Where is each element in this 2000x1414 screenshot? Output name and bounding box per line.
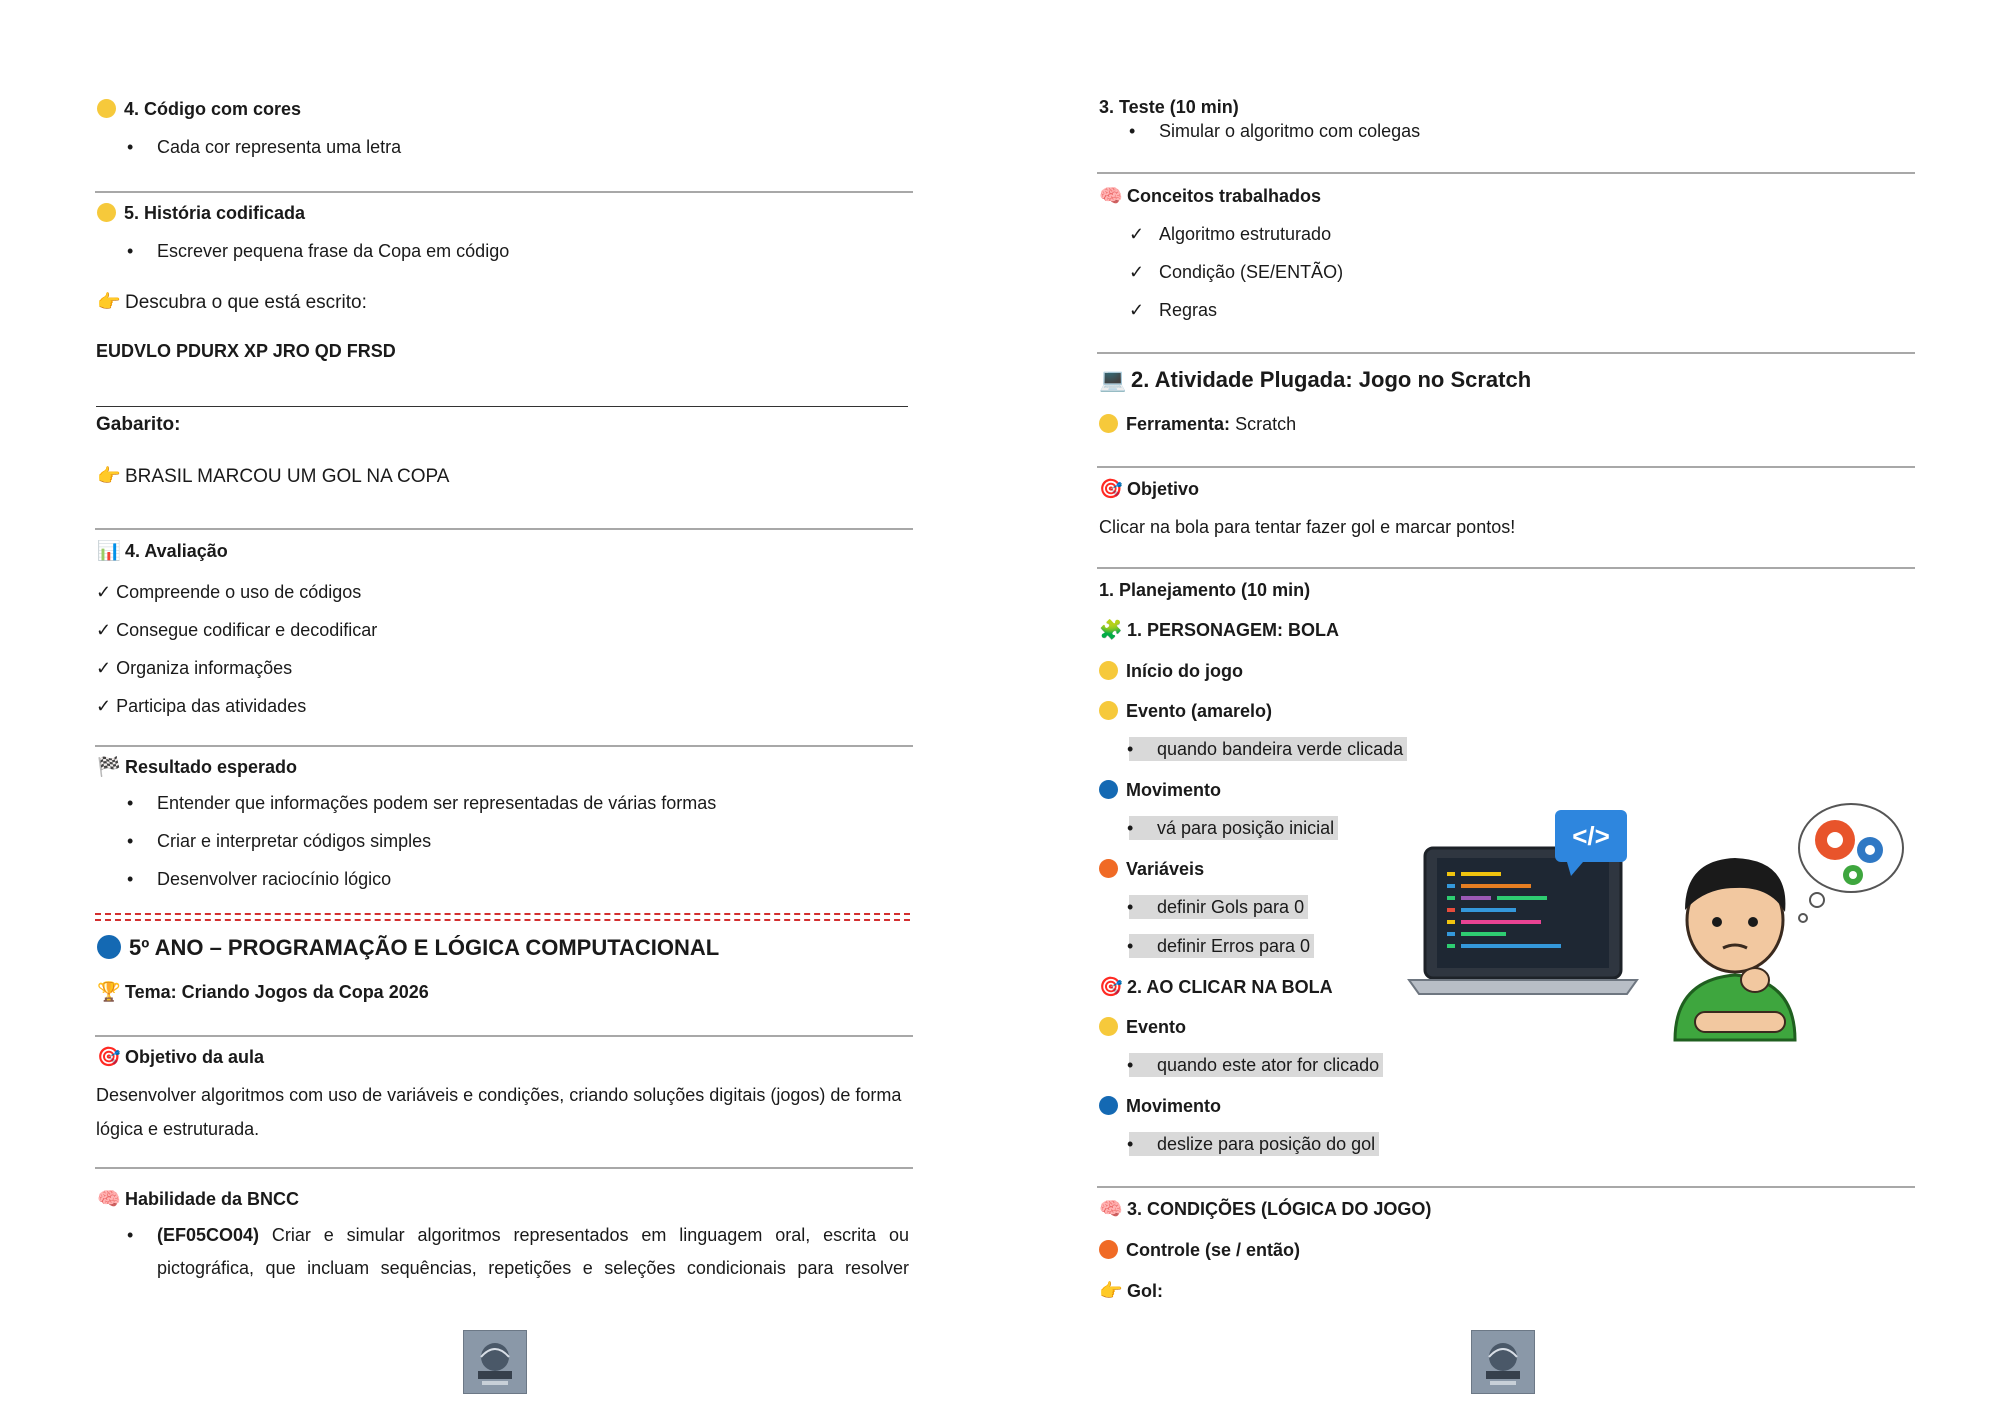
logo-emblem-icon	[464, 1331, 526, 1393]
test-title: 3. Teste (10 min)	[1099, 97, 1239, 117]
yellow-circle-icon	[1099, 661, 1118, 680]
logo-emblem-icon	[1472, 1331, 1534, 1393]
code-block-item: • vá para posição inicial	[1157, 818, 1338, 840]
yellow-circle-icon	[1099, 1017, 1118, 1036]
brain-icon: 🧠	[97, 1189, 121, 1210]
result-item: • Entender que informações podem ser representadas de várias formas	[157, 793, 716, 815]
on-click-title: 🎯 2. AO CLICAR NA BOLA	[1099, 977, 1333, 998]
game-start-label: Início do jogo	[1099, 661, 1243, 683]
code-block-item: • quando este ator for clicado	[1157, 1055, 1383, 1077]
movement-label: Movimento	[1099, 1096, 1221, 1118]
movement-label: Movimento	[1099, 780, 1221, 802]
event-label: Evento	[1099, 1017, 1186, 1039]
yellow-circle-icon	[97, 99, 116, 118]
pointing-hand-icon: 👉	[97, 292, 121, 313]
lesson-theme: 🏆 Tema: Criando Jogos da Copa 2026	[97, 982, 429, 1003]
yellow-circle-icon	[1099, 701, 1118, 720]
concept-item: ✓ Algoritmo estruturado	[1159, 224, 1331, 246]
bncc-title: 🧠 Habilidade da BNCC	[97, 1189, 300, 1210]
conditions-title: 🧠 3. CONDIÇÕES (LÓGICA DO JOGO)	[1099, 1199, 1432, 1220]
objective-title: 🎯 Objetivo da aula	[97, 1047, 265, 1068]
red-separator	[95, 913, 910, 921]
divider	[95, 1167, 913, 1169]
school-logo	[463, 1330, 527, 1394]
discover-prompt: 👉 Descubra o que está escrito:	[97, 292, 367, 313]
bncc-item-continued: pictográfica, que incluam sequências, repetições e seleções condicionais para resolver	[157, 1258, 909, 1278]
bncc-item: • (EF05CO04) Criar e simular algoritmos representados em linguagem oral, escrita ou	[157, 1225, 909, 1247]
divider	[1097, 466, 1915, 468]
divider	[95, 191, 913, 193]
code-tag: </>	[1572, 821, 1610, 851]
section-5-title: 5. História codificada	[97, 203, 305, 225]
result-title: 🏁 Resultado esperado	[97, 757, 298, 778]
divider	[1097, 567, 1915, 569]
brain-icon: 🧠	[1099, 186, 1123, 207]
pointing-hand-icon: 👉	[1099, 1281, 1123, 1302]
tool-line: Ferramenta: Scratch	[1099, 414, 1296, 436]
divider	[95, 1035, 913, 1037]
control-label: Controle (se / então)	[1099, 1240, 1300, 1262]
section-4-title: 4. Código com cores	[97, 99, 301, 121]
eval-item: ✓ Compreende o uso de códigos	[96, 582, 362, 602]
activity-title: 💻 2. Atividade Plugada: Jogo no Scratch	[1099, 367, 1532, 392]
concepts-title: 🧠 Conceitos trabalhados	[1099, 186, 1322, 207]
variables-label: Variáveis	[1099, 859, 1204, 881]
brain-icon: 🧠	[1099, 1199, 1123, 1220]
target-icon: 🎯	[97, 1047, 121, 1068]
blue-circle-icon	[1099, 1096, 1118, 1115]
grade-title: 5º ANO – PROGRAMAÇÃO E LÓGICA COMPUTACIONAL	[97, 935, 719, 961]
result-item: • Criar e interpretar códigos simples	[157, 831, 431, 853]
bar-chart-icon: 📊	[97, 541, 121, 562]
gabarito-label: Gabarito:	[96, 414, 181, 435]
concept-item: ✓ Regras	[1159, 300, 1217, 322]
objective-text: Desenvolver algoritmos com uso de variáveis e condições, criando soluções digitais (jogos) de forma	[96, 1085, 902, 1105]
planning-title: 1. Planejamento (10 min)	[1099, 580, 1311, 600]
orange-circle-icon	[1099, 859, 1118, 878]
result-item: • Desenvolver raciocínio lógico	[157, 869, 391, 891]
checkered-flag-icon: 🏁	[97, 757, 121, 778]
right-page	[1000, 0, 2000, 1414]
eval-item: ✓ Organiza informações	[96, 658, 293, 678]
answer-line	[96, 406, 908, 407]
orange-circle-icon	[1099, 1240, 1118, 1259]
thought-cloud-icon	[1799, 804, 1903, 922]
divider	[1097, 172, 1915, 174]
blue-circle-icon	[1099, 780, 1118, 799]
eval-item: ✓ Participa das atividades	[96, 696, 307, 716]
yellow-circle-icon	[97, 203, 116, 222]
pointing-hand-icon: 👉	[97, 466, 121, 487]
illustration-laptop-boy	[1405, 790, 1905, 1050]
school-logo	[1471, 1330, 1535, 1394]
eval-item: ✓ Consegue codificar e decodificar	[96, 620, 378, 640]
character-title: 🧩 1. PERSONAGEM: BOLA	[1099, 620, 1340, 641]
computer-icon: 💻	[1099, 367, 1127, 392]
blue-circle-icon	[97, 935, 121, 959]
divider	[1097, 352, 1915, 354]
evaluation-title: 📊 4. Avaliação	[97, 541, 228, 562]
thinking-boy-icon	[1675, 858, 1795, 1040]
objective-title: 🎯 Objetivo	[1099, 479, 1200, 500]
divider	[1097, 1186, 1915, 1188]
divider	[95, 528, 913, 530]
divider	[95, 745, 913, 747]
objective-text: lógica e estruturada.	[96, 1119, 260, 1139]
coded-message: EUDVLO PDURX XP JRO QD FRSD	[96, 341, 396, 361]
puzzle-piece-icon: 🧩	[1099, 620, 1123, 641]
code-block-item: • quando bandeira verde clicada	[1157, 739, 1407, 761]
list-item: • Escrever pequena frase da Copa em código	[157, 241, 509, 263]
target-icon: 🎯	[1099, 977, 1123, 998]
objective-text: Clicar na bola para tentar fazer gol e marcar pontos!	[1099, 517, 1516, 537]
target-icon: 🎯	[1099, 479, 1123, 500]
concept-item: ✓ Condição (SE/ENTÃO)	[1159, 262, 1343, 284]
event-yellow-label: Evento (amarelo)	[1099, 701, 1272, 723]
yellow-circle-icon	[1099, 414, 1118, 433]
code-block-item: • deslize para posição do gol	[1157, 1134, 1379, 1156]
goal-label: 👉 Gol:	[1099, 1281, 1163, 1302]
laptop-icon	[1409, 848, 1637, 994]
code-block-item: • definir Gols para 0	[1157, 897, 1308, 919]
gabarito-answer: 👉 BRASIL MARCOU UM GOL NA COPA	[97, 466, 450, 487]
trophy-icon: 🏆	[97, 982, 121, 1003]
code-block-item: • definir Erros para 0	[1157, 936, 1314, 958]
list-item: • Cada cor representa uma letra	[157, 137, 401, 159]
list-item: • Simular o algoritmo com colegas	[1159, 121, 1420, 143]
